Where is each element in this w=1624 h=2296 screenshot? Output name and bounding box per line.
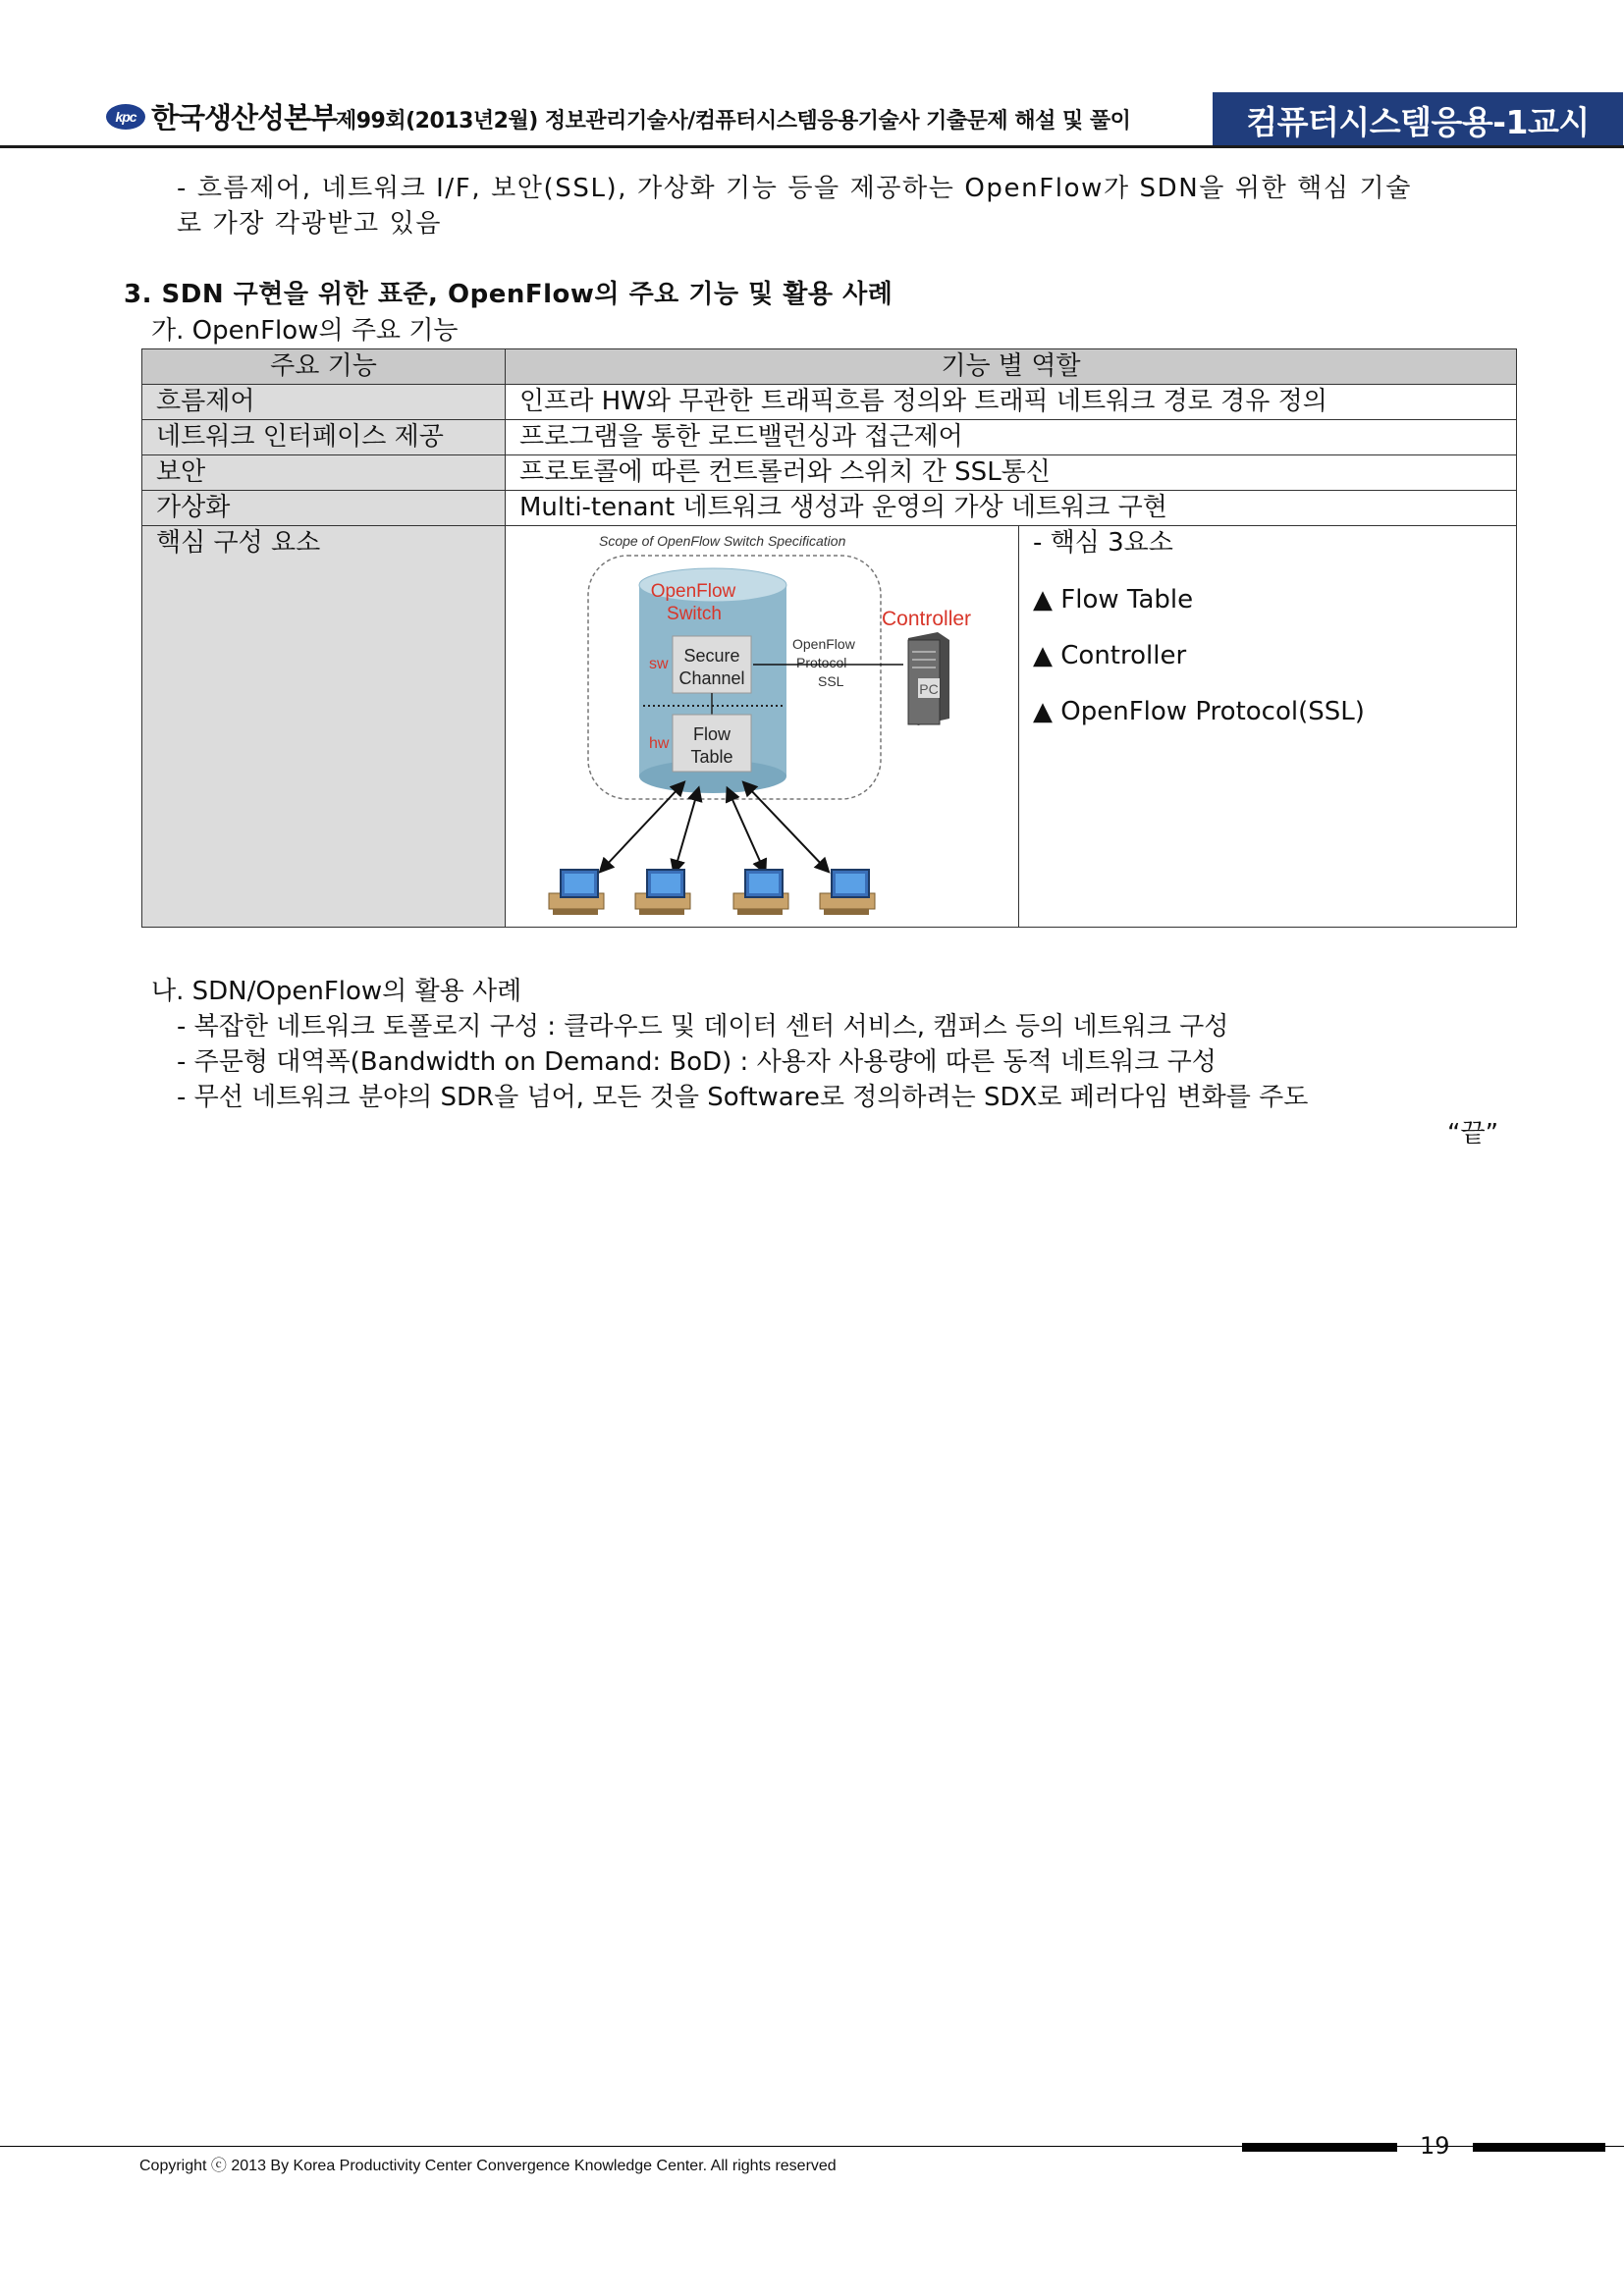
openflow-feature-table xyxy=(141,348,1517,928)
scope-label: Scope of OpenFlow Switch Specification xyxy=(599,533,846,549)
role-cell: 프로그램을 통한 로드밸런싱과 접근제어 xyxy=(506,420,1517,455)
secure-channel-line1: Secure xyxy=(683,646,740,666)
table-row xyxy=(142,491,1517,526)
core-components-row xyxy=(142,526,1517,928)
host-computer-icon xyxy=(820,870,875,915)
intro-line-2: 로 가장 각광받고 있음 xyxy=(177,209,443,239)
link-host-3 xyxy=(730,793,763,868)
session-badge: 컴퓨터시스템응용-1교시 xyxy=(1213,92,1623,147)
brand-name: 한국생산성본부 xyxy=(151,101,338,134)
section-3b-title: 나. SDN/OpenFlow의 활용 사례 xyxy=(151,977,522,1006)
copyright-text: Copyright ⓒ 2013 By Korea Productivity Center Convergence Knowledge Center. All rights reserved xyxy=(139,2158,837,2174)
end-mark: “끝” xyxy=(1447,1119,1499,1148)
footer-bar-left xyxy=(1242,2143,1397,2152)
protocol-label-line1: OpenFlow xyxy=(792,636,855,652)
usecase-item: - 복잡한 네트워크 토폴로지 구성 : 클라우드 및 데이터 센터 서비스, 캠퍼스 등의 네트워크 구성 xyxy=(177,1012,1229,1041)
secure-channel-line2: Channel xyxy=(678,668,745,688)
host-computer-icon xyxy=(549,870,604,915)
kpc-logo-icon: kpc xyxy=(106,104,145,130)
host-computer-icon xyxy=(635,870,690,915)
table-row xyxy=(142,455,1517,491)
role-cell: Multi-tenant 네트워크 생성과 운영의 가상 네트워크 구현 xyxy=(506,491,1517,526)
feature-cell: 흐름제어 xyxy=(142,385,506,420)
table-row xyxy=(142,385,1517,420)
header-feature: 주요 기능 xyxy=(142,349,506,385)
openflow-architecture-diagram xyxy=(506,526,1019,927)
protocol-label-line3: SSL xyxy=(818,673,844,689)
hw-label: hw xyxy=(649,735,670,752)
brand-logo xyxy=(106,96,337,136)
usecase-item: - 주문형 대역폭(Bandwidth on Demand: BoD) : 사용자 사용량에 따른 동적 네트워크 구성 xyxy=(177,1047,1217,1077)
feature-cell: 보안 xyxy=(142,455,506,491)
core-list-title: - 핵심 3요소 xyxy=(1033,528,1173,558)
header-role: 기능 별 역할 xyxy=(506,349,1517,385)
page-number: 19 xyxy=(1420,2132,1450,2160)
core-components-cell xyxy=(1019,526,1517,928)
section-3-title: 3. SDN 구현을 위한 표준, OpenFlow의 주요 기능 및 활용 사례 xyxy=(124,280,893,309)
sw-label: sw xyxy=(649,656,669,672)
flow-table-line1: Flow xyxy=(692,724,731,744)
protocol-label-line2: Protocol xyxy=(796,655,847,670)
exam-subtitle: 제99회(2013년2월) 정보관리기술사/컴퓨터시스템응용기술사 기출문제 해설 및 풀이 xyxy=(336,109,1131,133)
flow-table-line2: Table xyxy=(690,747,733,767)
core-item-protocol: ▲ OpenFlow Protocol(SSL) xyxy=(1033,697,1365,726)
core-item-controller: ▲ Controller xyxy=(1033,641,1187,670)
usecase-item: - 무선 네트워크 분야의 SDR을 넘어, 모든 것을 Software로 정의하려는 SDX로 페러다임 변화를 주도 xyxy=(177,1083,1309,1112)
feature-cell: 핵심 구성 요소 xyxy=(142,526,506,928)
diagram-cell xyxy=(506,526,1019,928)
table-header-row xyxy=(142,349,1517,385)
host-computer-icon xyxy=(733,870,788,915)
feature-cell: 네트워크 인터페이스 제공 xyxy=(142,420,506,455)
table-row xyxy=(142,420,1517,455)
intro-line-1: - 흐름제어, 네트워크 I/F, 보안(SSL), 가상화 기능 등을 제공하는 OpenFlow가 SDN을 위한 핵심 기술 xyxy=(177,174,1412,203)
feature-cell: 가상화 xyxy=(142,491,506,526)
pc-label: PC xyxy=(919,681,939,697)
controller-pc-icon xyxy=(908,632,949,725)
core-item-flow-table: ▲ Flow Table xyxy=(1033,585,1194,614)
section-3a-title: 가. OpenFlow의 주요 기능 xyxy=(151,316,459,346)
switch-label-line1: OpenFlow xyxy=(650,581,736,602)
footer-bar-right xyxy=(1473,2143,1605,2152)
controller-label: Controller xyxy=(882,608,972,630)
switch-label-line2: Switch xyxy=(667,604,722,624)
role-cell: 프로토콜에 따른 컨트롤러와 스위치 간 SSL통신 xyxy=(506,455,1517,491)
link-host-2 xyxy=(676,793,697,868)
role-cell: 인프라 HW와 무관한 트래픽흐름 정의와 트래픽 네트워크 경로 경유 정의 xyxy=(506,385,1517,420)
header-divider xyxy=(0,145,1624,148)
